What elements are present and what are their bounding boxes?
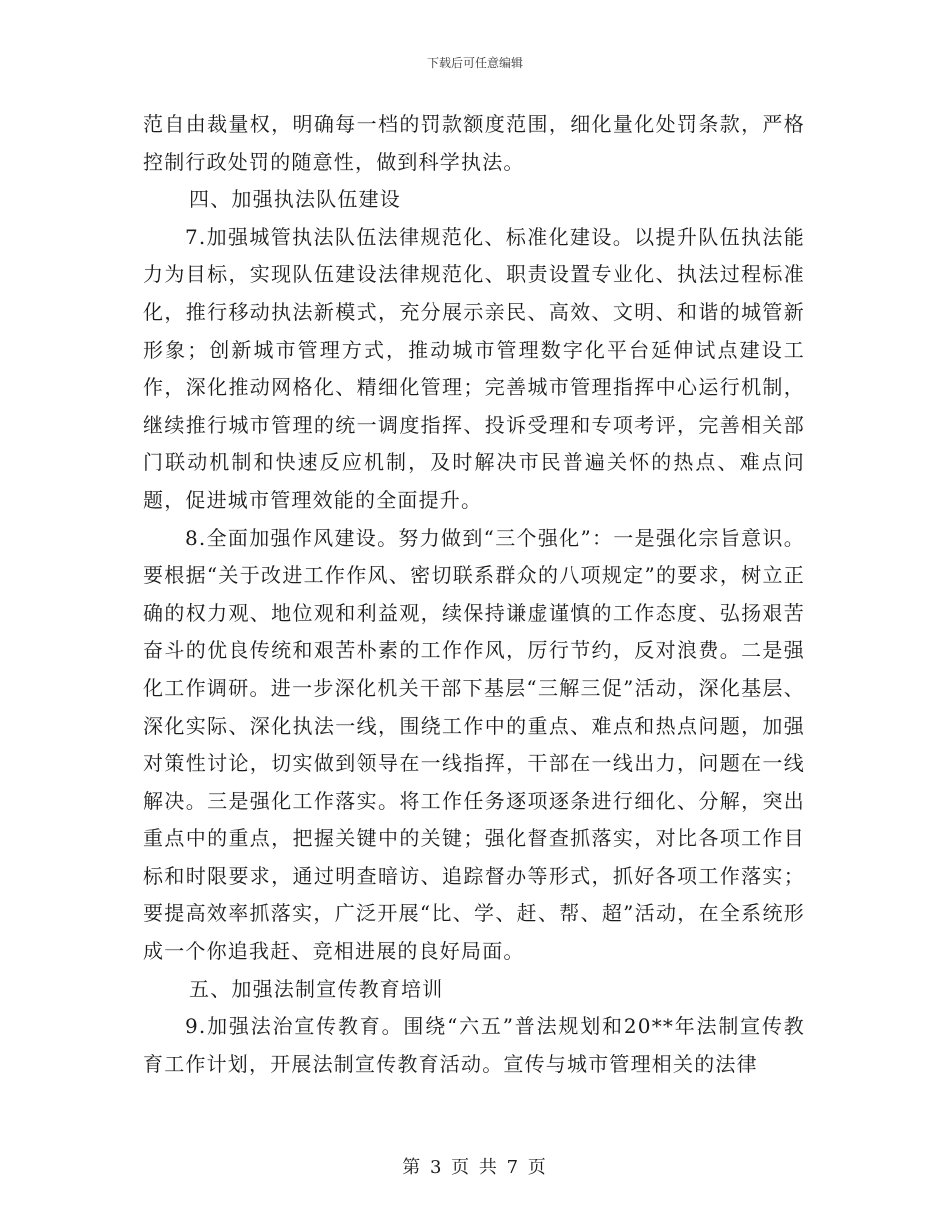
paragraph-item-7: 7.加强城管执法队伍法律规范化、标准化建设。以提升队伍执法能力为目标，实现队伍建设法律规范化、职责设置专业化、执法过程标准化，推行移动执法新模式，充分展示亲民、高效、文明、和谐的城管新形象；创新城市管理方式，推动城市管理数字化平台延伸试点建设工作，深化推动网格化、精细化管理；完善城市管理指挥中心运行机制，继续推行城市管理的统一调度指挥、投诉受理和专项考评，完善相关部门联动机制和快速反应机制，及时解决市民普遍关怀的热点、难点问题，促进城市管理效能的全面提升。 [143, 224, 805, 512]
section-heading-4: 四、加强执法队伍建设 [189, 187, 401, 212]
paragraph-item-9: 9.加强法治宣传教育。围绕“六五”普法规划和20**年法制宣传教育工作计划，开展法制宣传教育活动。宣传与城市管理相关的法律 [143, 1014, 805, 1076]
paragraph-continuation: 范自由裁量权，明确每一档的罚款额度范围，细化量化处罚条款，严格控制行政处罚的随意性，做到科学执法。 [143, 112, 805, 174]
page-footer: 第 3 页 共 7 页 [402, 1157, 548, 1178]
paragraph-item-8: 8.全面加强作风建设。努力做到“三个强化”：一是强化宗旨意识。要根据“关于改进工作作风、密切联系群众的八项规定”的要求，树立正确的权力观、地位观和利益观，续保持谦虚谨慎的工作态度、弘扬艰苦奋斗的优良传统和艰苦朴素的工作作风，厉行节约，反对浪费。二是强化工作调研。进一步深化机关干部下基层“三解三促”活动，深化基层、深化实际、深化执法一线，围绕工作中的重点、难点和热点问题，加强对策性讨论，切实做到领导在一线指挥，干部在一线出力，问题在一线解决。三是强化工作落实。将工作任务逐项逐条进行细化、分解，突出重点中的重点，把握关键中的关键；强化督查抓落实，对比各项工作目标和时限要求，通过明查暗访、追踪督办等形式，抓好各项工作落实；要提高效率抓落实，广泛开展“比、学、赶、帮、超”活动，在全系统形成一个你追我赶、竞相进展的良好局面。 [143, 525, 805, 964]
document-body [143, 106, 805, 1083]
section-heading-5: 五、加强法制宣传教育培训 [189, 976, 444, 1001]
page-header: 下载后可任意编辑 [426, 56, 523, 70]
